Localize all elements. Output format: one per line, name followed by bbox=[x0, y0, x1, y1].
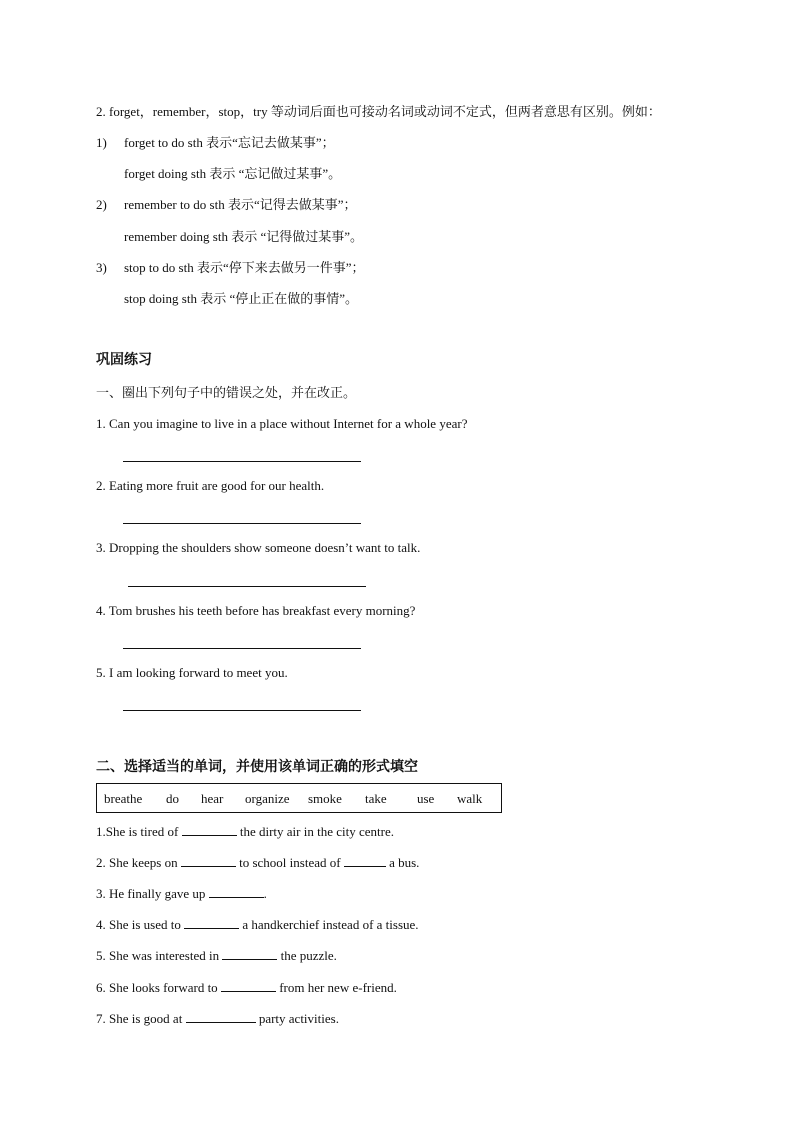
grammar-item-1-line-a: forget to do sth 表示“忘记去做某事”； bbox=[124, 135, 335, 150]
fill-blank[interactable] bbox=[209, 885, 264, 898]
answer-line-1[interactable] bbox=[123, 461, 361, 462]
word-bank-item: walk bbox=[457, 791, 483, 806]
fill-question-3: 3. He finally gave up . bbox=[96, 886, 267, 901]
grammar-item-3-line-a: stop to do sth 表示“停下来去做另一件事”； bbox=[124, 260, 365, 275]
grammar-item-3-line-b: stop doing sth 表示 “停止正在做的事情”。 bbox=[124, 291, 358, 306]
grammar-item-1-number: 1) bbox=[96, 135, 107, 150]
word-bank-box bbox=[96, 783, 502, 813]
part1-heading: 一、圈出下列句子中的错误之处，并在改正。 bbox=[96, 385, 357, 400]
word-bank-item: take bbox=[365, 791, 387, 806]
fill-question-6: 6. She looks forward to from her new e-friend. bbox=[96, 980, 397, 995]
fill-question-5: 5. She was interested in the puzzle. bbox=[96, 948, 337, 963]
word-bank-item: use bbox=[417, 791, 435, 806]
fill-question-2: 2. She keeps on to school instead of a bus. bbox=[96, 855, 420, 870]
part1-sentence-3: 3. Dropping the shoulders show someone doesn’t want to talk. bbox=[96, 540, 421, 555]
fill-blank[interactable] bbox=[181, 854, 236, 867]
grammar-item-2-line-b: remember doing sth 表示 “记得做过某事”。 bbox=[124, 229, 364, 244]
part2-heading: 二、选择适当的单词，并使用该单词正确的形式填空 bbox=[96, 760, 418, 775]
fill-blank[interactable] bbox=[344, 854, 386, 867]
grammar-intro: 2. forget，remember，stop，try 等动词后面也可接动名词或动词不定式，但两者意思有区别。例如： bbox=[96, 104, 661, 119]
grammar-item-2-line-a: remember to do sth 表示“记得去做某事”； bbox=[124, 197, 357, 212]
grammar-item-1-line-b: forget doing sth 表示 “忘记做过某事”。 bbox=[124, 166, 342, 181]
part1-sentence-2: 2. Eating more fruit are good for our health. bbox=[96, 478, 325, 493]
word-bank-item: do bbox=[166, 791, 179, 806]
fill-blank[interactable] bbox=[182, 823, 237, 836]
word-bank-item: organize bbox=[245, 791, 290, 806]
answer-line-5[interactable] bbox=[123, 710, 361, 711]
answer-line-2[interactable] bbox=[123, 523, 361, 524]
word-bank-item: hear bbox=[201, 791, 224, 806]
word-bank-item: smoke bbox=[308, 791, 342, 806]
fill-question-4: 4. She is used to a handkerchief instead of a tissue. bbox=[96, 917, 419, 932]
part1-sentence-1: 1. Can you imagine to live in a place without Internet for a whole year? bbox=[96, 416, 468, 431]
answer-line-3[interactable] bbox=[128, 586, 366, 587]
practice-title: 巩固练习 bbox=[96, 353, 152, 368]
part1-sentence-5: 5. I am looking forward to meet you. bbox=[96, 665, 288, 680]
part1-sentence-4: 4. Tom brushes his teeth before has breakfast every morning? bbox=[96, 603, 416, 618]
fill-question-1: 1.She is tired of the dirty air in the city centre. bbox=[96, 824, 394, 839]
fill-blank[interactable] bbox=[221, 979, 276, 992]
answer-line-4[interactable] bbox=[123, 648, 361, 649]
fill-blank[interactable] bbox=[184, 916, 239, 929]
fill-blank[interactable] bbox=[222, 947, 277, 960]
word-bank-item: breathe bbox=[104, 791, 143, 806]
fill-question-7: 7. She is good at party activities. bbox=[96, 1011, 339, 1026]
fill-blank[interactable] bbox=[186, 1010, 256, 1023]
grammar-item-3-number: 3) bbox=[96, 260, 107, 275]
grammar-item-2-number: 2) bbox=[96, 197, 107, 212]
